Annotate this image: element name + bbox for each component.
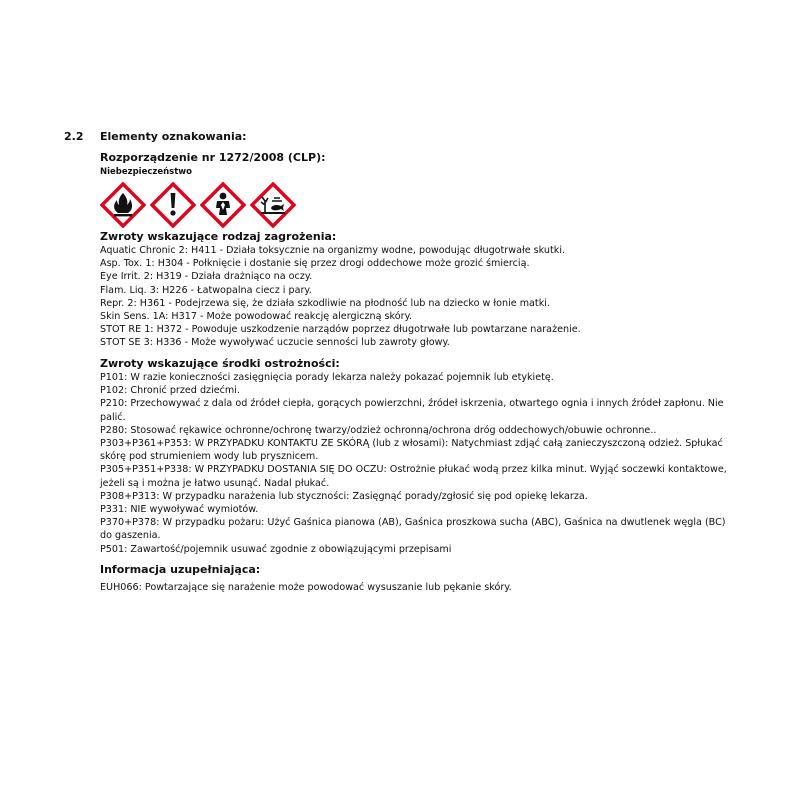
supplementary-information: [100, 563, 740, 594]
supplementary-statement: EUH066: Powtarzające się narażenie może powodować wysuszanie lub pękanie skóry.: [100, 582, 512, 593]
hazard-statement: Flam. Liq. 3: H226 - Łatwopalna ciecz i pary.: [100, 284, 312, 296]
precautionary-statement: P370+P378: W przypadku pożaru: Użyć Gaśnica pianowa (AB), Gaśnica proszkowa sucha (ABC), Gaśnica na dwutlenek węgla (BC) do gaszenia.: [100, 517, 726, 542]
hazard-statement: STOT RE 1: H372 - Powoduje uszkodzenie narządów poprzez długotrwałe lub powtarzane narażenie.: [100, 324, 581, 336]
precautionary-statement: P303+P361+P353: W PRZYPADKU KONTAKTU ZE SKÓRĄ (lub z włosami): Natychmiast zdjąć całą zanieczyszczoną odzież. Spłukać skórę pod strumieniem wody lub prysznicem.: [100, 438, 723, 463]
precautionary-statement: P280: Stosować rękawice ochronne/ochronę twarzy/odzież ochronną/ochrona dróg oddechowych/obuwie ochronne..: [100, 424, 657, 436]
signal-word: Niebezpieczeństwo: [100, 167, 192, 177]
flame-icon: [100, 182, 146, 228]
precautionary-statement: P331: NIE wywoływać wymiotów.: [100, 504, 259, 516]
hazard-statement: STOT SE 3: H336 - Może wywoływać uczucie senności lub zawroty głowy.: [100, 337, 450, 349]
precautionary-statement: P501: Zawartość/pojemnik usuwać zgodnie z obowiązującymi przepisami: [100, 543, 452, 555]
health-hazard-icon: [200, 182, 246, 228]
hazard-statements-heading: Zwroty wskazujące rodzaj zagrożenia:: [100, 230, 337, 243]
environment-icon: [250, 182, 296, 228]
section-title: Elementy oznakowania:: [100, 130, 247, 143]
precautionary-statement: P308+P313: W przypadku narażenia lub styczności: Zasięgnąć porady/zgłosić się pod opiekę lekarza.: [100, 490, 588, 502]
hazard-statement: Skin Sens. 1A: H317 - Może powodować reakcję alergiczną skóry.: [100, 311, 412, 323]
ghs-pictograms: [100, 182, 296, 228]
hazard-statement: Asp. Tox. 1: H304 - Połknięcie i dostanie się przez drogi oddechowe może grozić śmiercią.: [100, 258, 530, 270]
precautionary-statement: P101: W razie konieczności zasięgnięcia porady lekarza należy pokazać pojemnik lub etykietę.: [100, 372, 554, 383]
hazard-statement: Repr. 2: H361 - Podejrzewa się, że działa szkodliwie na płodność lub na dziecko w łonie matki.: [100, 297, 550, 309]
hazard-statement: Eye Irrit. 2: H319 - Działa drażniąco na oczy.: [100, 271, 313, 283]
precautionary-statements: [100, 357, 740, 556]
precautionary-statement: P305+P351+P338: W PRZYPADKU DOSTANIA SIĘ DO OCZU: Ostrożnie płukać wodą przez kilka minut. Wyjąć soczewki kontaktowe, jeżeli są i można je łatwo usunąć. Nadal płukać.: [100, 464, 727, 489]
section-number: 2.2: [64, 130, 84, 143]
regulation-title: Rozporządzenie nr 1272/2008 (CLP):: [100, 151, 326, 164]
supplementary-information-heading: Informacja uzupełniająca:: [100, 563, 261, 576]
precautionary-statement: P210: Przechowywać z dala od źródeł ciepła, gorących powierzchni, źródeł iskrzenia, otwartego ognia i innych źródeł zapłonu. Nie palić.: [100, 398, 724, 423]
precautionary-statement: P102: Chronić przed dziećmi.: [100, 385, 240, 397]
hazard-statements: [100, 230, 740, 350]
exclamation-icon: [150, 182, 196, 228]
precautionary-statements-heading: Zwroty wskazujące środki ostrożności:: [100, 357, 340, 370]
hazard-statement: Aquatic Chronic 2: H411 - Działa toksycznie na organizmy wodne, powodując długotrwałe skutki.: [100, 245, 566, 256]
